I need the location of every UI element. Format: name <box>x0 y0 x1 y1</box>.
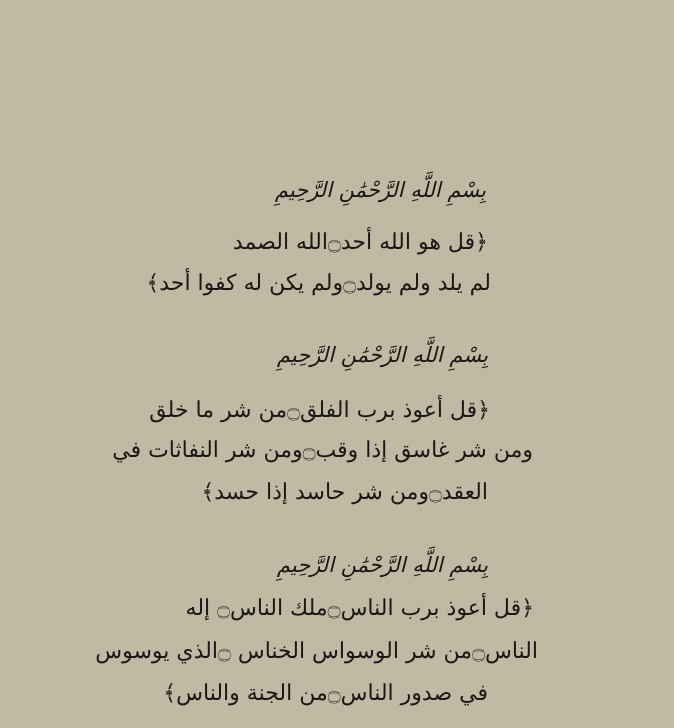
verse-text: ﴿قل أعوذ برب الناس۝ملك الناس۝ إله <box>185 596 534 621</box>
nas-line-1 <box>186 598 534 620</box>
basmala-ikhlas <box>275 180 486 201</box>
ikhlas-line-1 <box>233 232 488 254</box>
basmala-text: بِسْمِ اللَّهِ الرَّحْمَٰنِ الرَّحِيمِ <box>276 553 488 577</box>
verse-text: ومن شر غاسق إذا وقب۝ومن شر النفاثات في <box>112 438 533 463</box>
nas-line-2 <box>95 641 538 663</box>
falaq-line-2 <box>112 440 533 462</box>
verse-text: ﴿قل أعوذ برب الفلق۝من شر ما خلق <box>149 398 490 423</box>
basmala-text: بِسْمِ اللَّهِ الرَّحْمَٰنِ الرَّحِيمِ <box>276 343 488 367</box>
verse-text: الناس۝من شر الوسواس الخناس ۝الذي يوسوس <box>95 639 538 664</box>
falaq-line-3 <box>201 482 488 504</box>
basmala-falaq <box>277 345 488 366</box>
verse-text: ﴿قل هو الله أحد۝الله الصمد <box>232 230 488 255</box>
verse-text: لم يلد ولم يولد۝ولم يكن له كفوا أحد﴾ <box>146 271 491 296</box>
basmala-text: بِسْمِ اللَّهِ الرَّحْمَٰنِ الرَّحِيمِ <box>274 178 486 202</box>
falaq-line-1 <box>149 400 490 422</box>
verse-text: في صدور الناس۝من الجنة والناس﴾ <box>163 681 488 706</box>
nas-line-3 <box>163 683 488 705</box>
verse-text: العقد۝ومن شر حاسد إذا حسد﴾ <box>201 480 488 505</box>
basmala-nas <box>277 555 488 576</box>
ikhlas-line-2 <box>146 273 491 295</box>
